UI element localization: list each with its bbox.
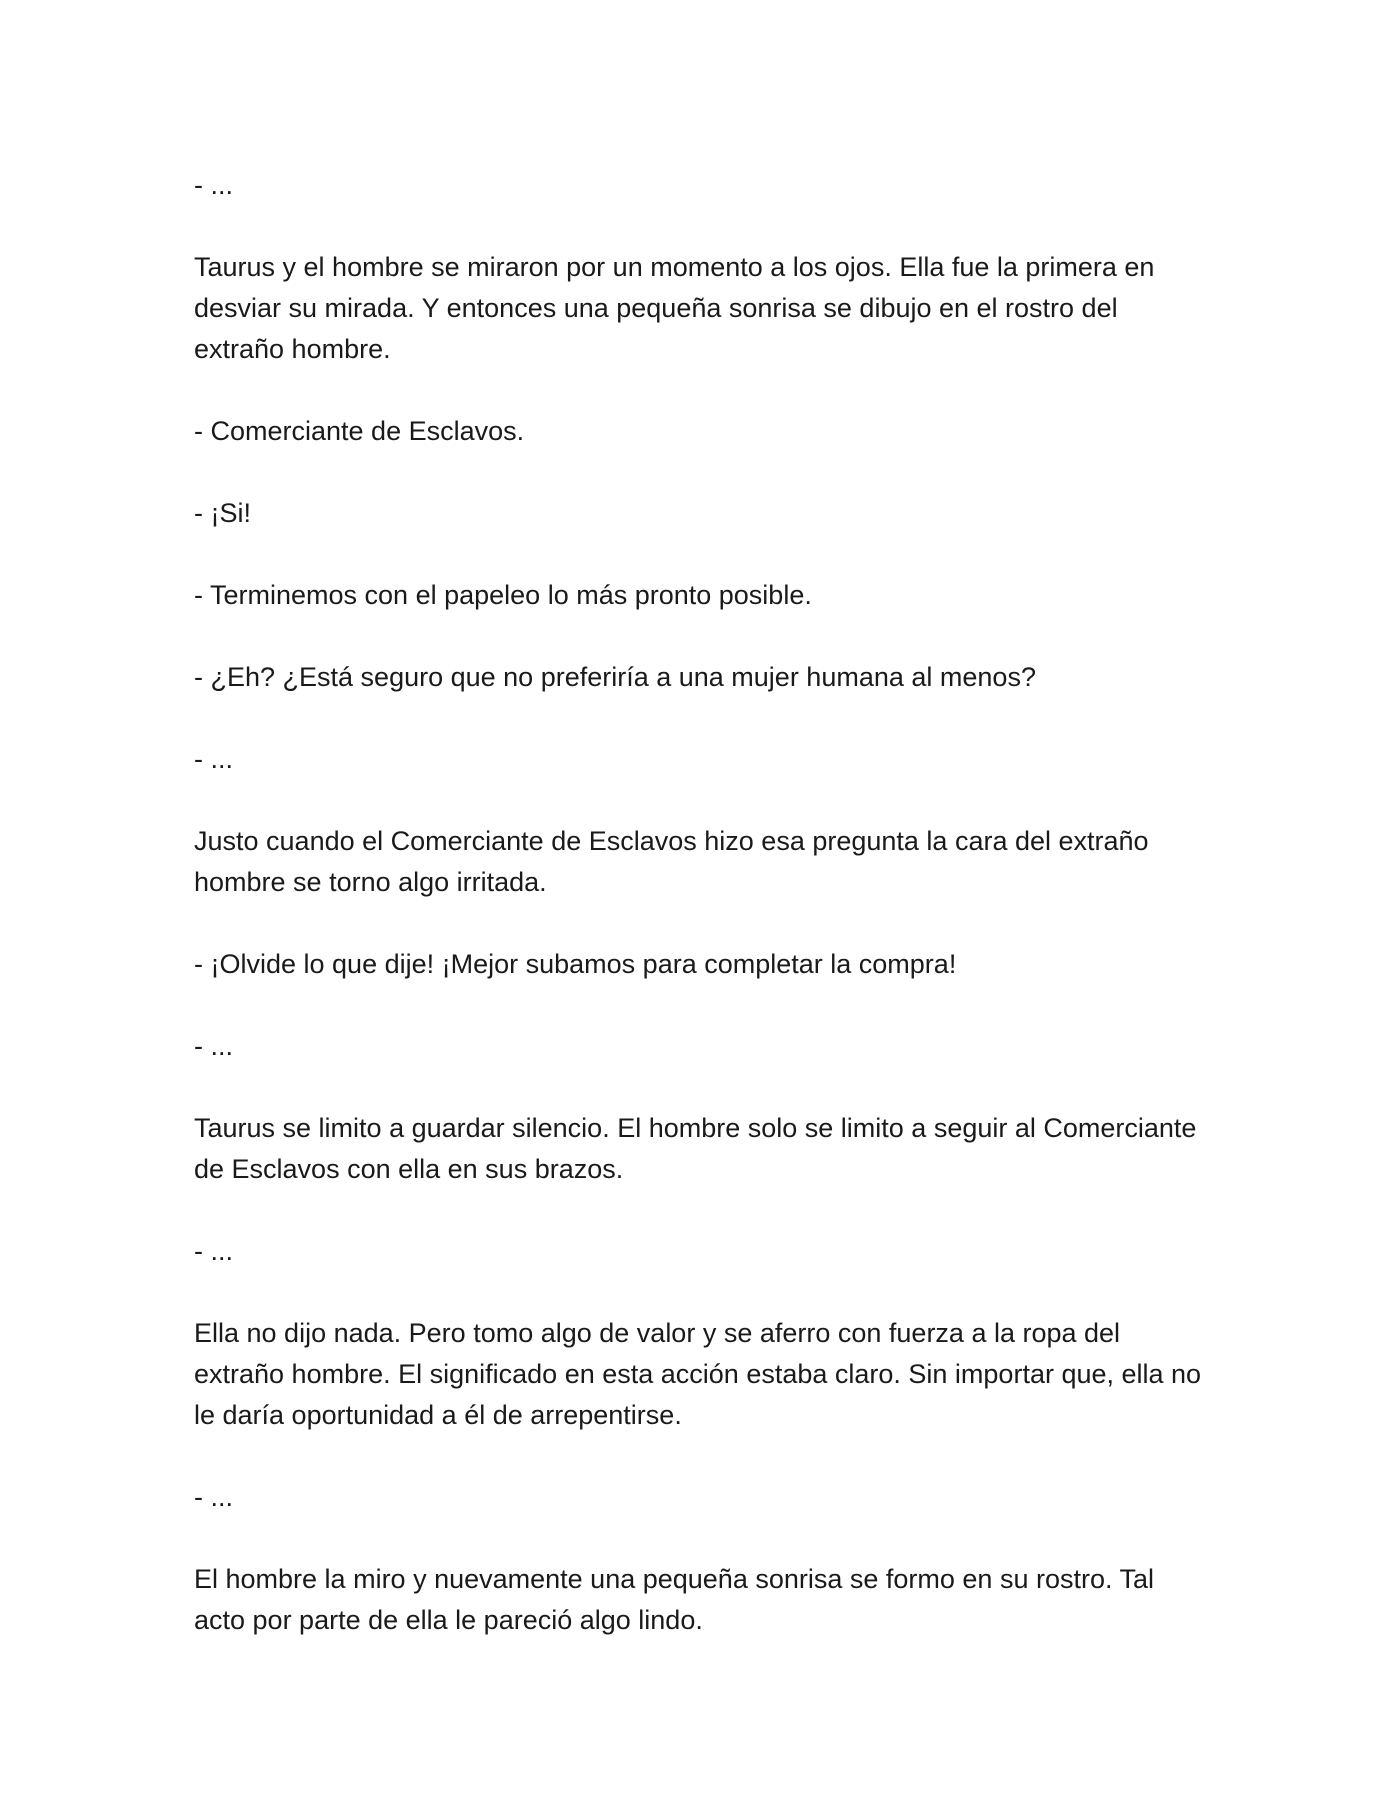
- paragraph: Justo cuando el Comerciante de Esclavos hizo esa pregunta la cara del extraño hombre se torno algo irritada.: [194, 826, 1149, 897]
- document-body: [194, 165, 1204, 1641]
- paragraph: - ...: [194, 1031, 233, 1061]
- paragraph: Ella no dijo nada. Pero tomo algo de valor y se aferro con fuerza a la ropa del extraño hombre. El significado en esta acción estaba claro. Sin importar que, ella no le daría oportunidad a él de arrepentirse.: [194, 1318, 1202, 1430]
- paragraph: - ...: [194, 1236, 233, 1266]
- paragraph: - ¡Olvide lo que dije! ¡Mejor subamos para completar la compra!: [194, 949, 957, 979]
- paragraph: - ...: [194, 170, 233, 200]
- paragraph: - Terminemos con el papeleo lo más pronto posible.: [194, 580, 812, 610]
- paragraph: Taurus se limito a guardar silencio. El hombre solo se limito a seguir al Comerciante de Esclavos con ella en sus brazos.: [194, 1113, 1197, 1184]
- paragraph: - ...: [194, 744, 233, 774]
- paragraph: - ¡Si!: [194, 498, 251, 528]
- paragraph: Taurus y el hombre se miraron por un momento a los ojos. Ella fue la primera en desviar su mirada. Y entonces una pequeña sonrisa se dibujo en el rostro del extraño hombre.: [194, 252, 1155, 364]
- paragraph: - ...: [194, 1482, 233, 1512]
- paragraph: El hombre la miro y nuevamente una pequeña sonrisa se formo en su rostro. Tal acto por parte de ella le pareció algo lindo.: [194, 1564, 1155, 1635]
- paragraph: - Comerciante de Esclavos.: [194, 416, 525, 446]
- paragraph: - ¿Eh? ¿Está seguro que no preferiría a una mujer humana al menos?: [194, 662, 1036, 692]
